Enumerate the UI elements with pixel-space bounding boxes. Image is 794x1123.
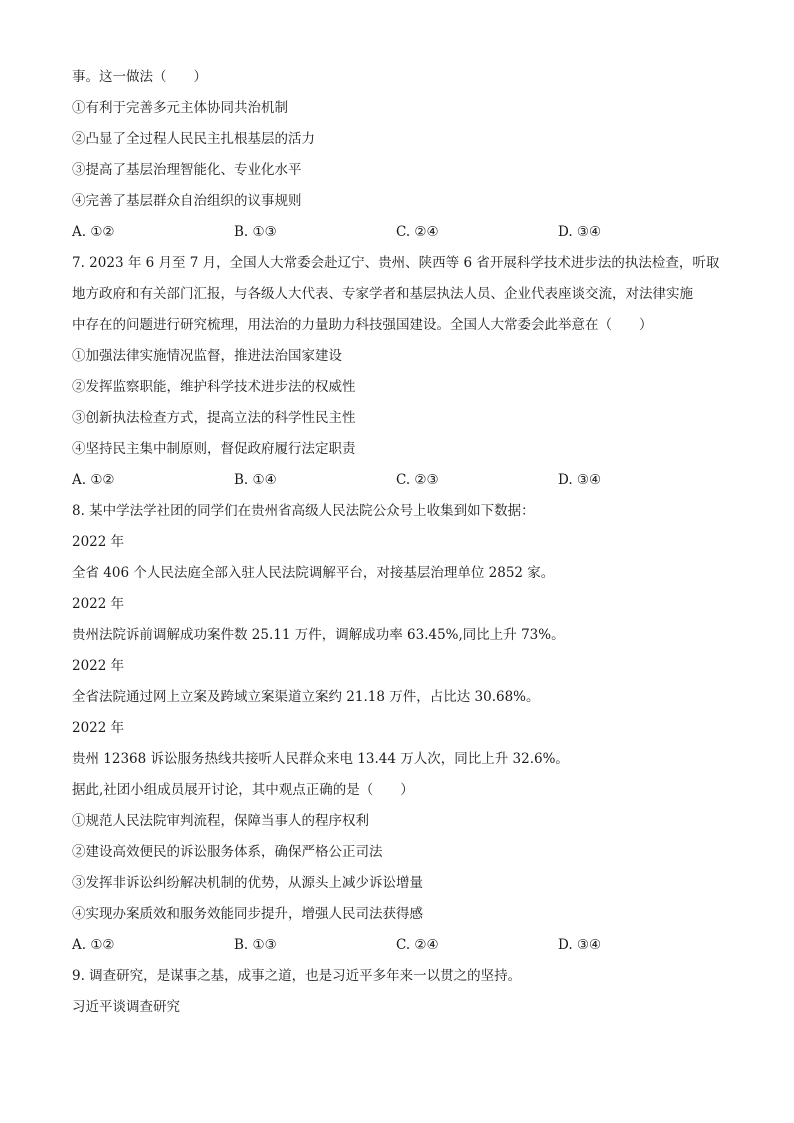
q8-option-c: C. ②④ [396, 937, 439, 953]
q7-option-a: A. ①② [72, 472, 115, 488]
q6-stem-tail: 事。这一做法（ ） [72, 69, 207, 85]
q9-stem: 9. 调查研究，是谋事之基，成事之道，也是习近平多年来一以贯之的坚持。 [72, 968, 522, 984]
q8-option-b: B. ①③ [234, 937, 277, 953]
q6-options [72, 217, 722, 248]
q8-item-4: ④实现办案质效和服务效能同步提升，增强人民司法获得感 [72, 906, 423, 922]
q8-data-year-1: 2022 年 [72, 534, 125, 550]
q8-data-text-4: 贵州 12368 诉讼服务热线共接听人民群众来电 13.44 万人次，同比上升 32.6%。 [72, 751, 569, 767]
q8-data-year-4: 2022 年 [72, 720, 125, 736]
document-page [72, 62, 722, 1023]
q7-option-d: D. ③④ [558, 472, 602, 488]
q8-stem: 8. 某中学法学社团的同学们在贵州省高级人民法院公众号上收集到如下数据： [72, 503, 535, 519]
q9-subheading: 习近平谈调查研究 [72, 999, 180, 1015]
q8-item-1: ①规范人民法院审判流程，保障当事人的程序权利 [72, 813, 369, 829]
q8-data-text-3: 全省法院通过网上立案及跨域立案渠道立案约 21.18 万件，占比达 30.68%。 [72, 689, 540, 705]
q6-option-b: B. ①③ [234, 224, 277, 240]
q6-item-1: ①有利于完善多元主体协同共治机制 [72, 100, 288, 116]
q7-item-1: ①加强法律实施情况监督，推进法治国家建设 [72, 348, 342, 364]
q8-question: 据此,社团小组成员展开讨论，其中观点正确的是（ ） [72, 782, 414, 798]
q7-item-3: ③创新执法检查方式，提高立法的科学性民主性 [72, 410, 356, 426]
q8-item-3: ③发挥非诉讼纠纷解决机制的优势，从源头上减少诉讼增量 [72, 875, 423, 891]
q6-option-d: D. ③④ [558, 224, 602, 240]
q8-data-text-2: 贵州法院诉前调解成功案件数 25.11 万件，调解成功率 63.45%,同比上升 73%。 [72, 627, 565, 643]
q8-option-a: A. ①② [72, 937, 115, 953]
q8-option-d: D. ③④ [558, 937, 602, 953]
q7-options [72, 465, 722, 496]
q6-option-c: C. ②④ [396, 224, 439, 240]
q8-data-year-2: 2022 年 [72, 596, 125, 612]
q7-stem-line-3: 中存在的问题进行研究梳理，用法治的力量助力科技强国建设。全国人大常委会此举意在（ ） [72, 317, 653, 333]
q7-option-b: B. ①④ [234, 472, 277, 488]
q6-item-2: ②凸显了全过程人民民主扎根基层的活力 [72, 131, 315, 147]
q8-item-2: ②建设高效便民的诉讼服务体系，确保严格公正司法 [72, 844, 383, 860]
q7-item-2: ②发挥监察职能，维护科学技术进步法的权威性 [72, 379, 356, 395]
q7-item-4: ④坚持民主集中制原则，督促政府履行法定职责 [72, 441, 356, 457]
q8-data-year-3: 2022 年 [72, 658, 125, 674]
q7-stem-line-2: 地方政府和有关部门汇报，与各级人大代表、专家学者和基层执法人员、企业代表座谈交流，对法律实施 [72, 286, 693, 302]
q7-option-c: C. ②③ [396, 472, 439, 488]
q6-item-4: ④完善了基层群众自治组织的议事规则 [72, 193, 302, 209]
q8-data-text-1: 全省 406 个人民法庭全部入驻人民法院调解平台，对接基层治理单位 2852 家。 [72, 565, 555, 581]
q6-option-a: A. ①② [72, 224, 115, 240]
q7-stem-line-1: 7. 2023 年 6 月至 7 月，全国人大常委会赴辽宁、贵州、陕西等 6 省开展科学技术进步法的执法检查，听取 [72, 255, 720, 271]
q8-options [72, 930, 722, 961]
q6-item-3: ③提高了基层治理智能化、专业化水平 [72, 162, 302, 178]
